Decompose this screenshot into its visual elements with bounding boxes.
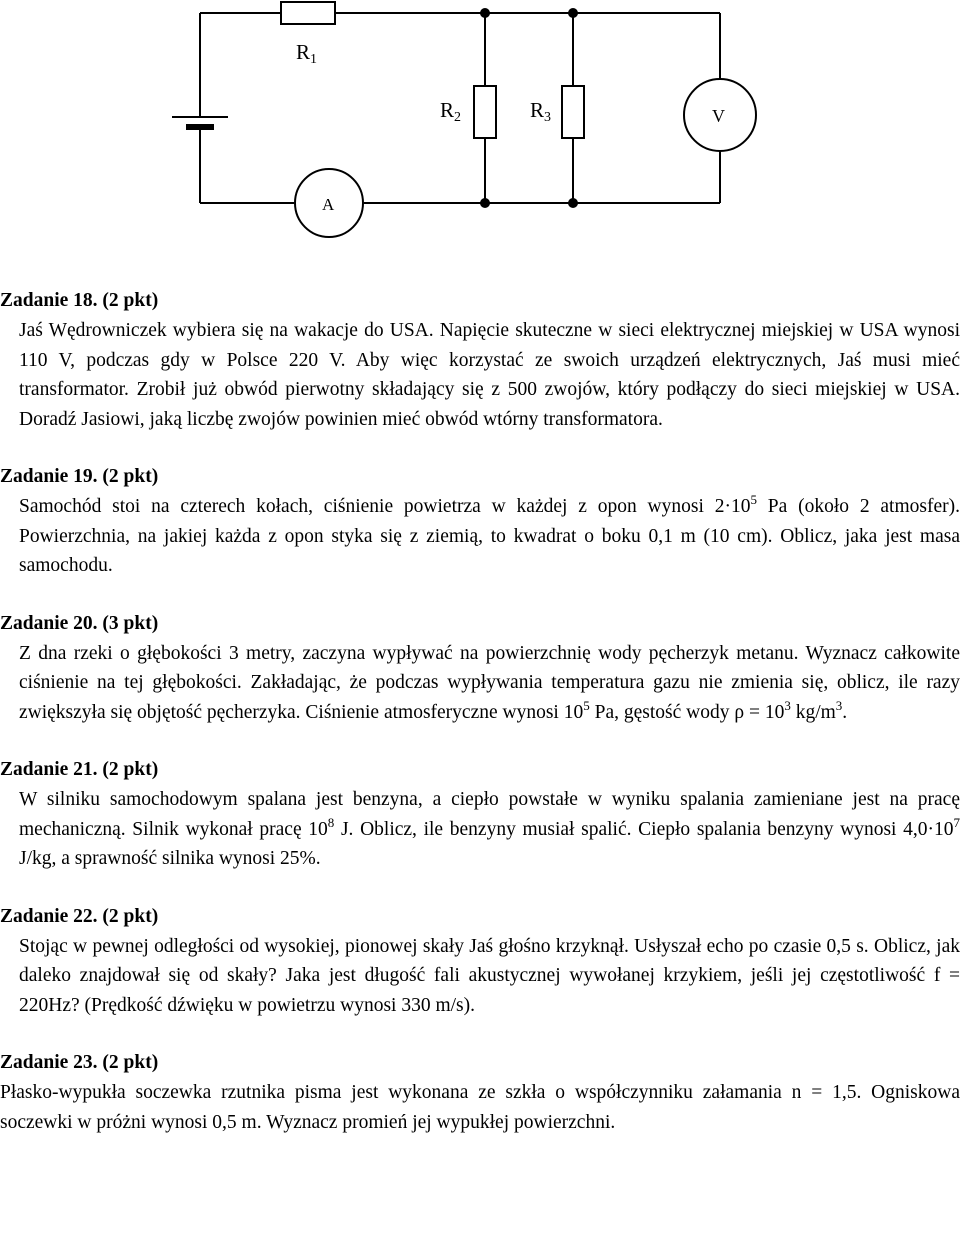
- task-20: [0, 609, 960, 728]
- task-text-part: kg/m: [790, 701, 836, 723]
- task-text: Jaś Wędrowniczek wybiera się na wakacje do USA. Napięcie skuteczne w sieci elektrycznej miejskiej w USA wynosi 110 V, podczas gdy w Polsce 220 V. Aby więc korzystać ze swoich urządzeń elektrycznych, Jaś musi mieć transformator. Zrobił już obwód pierwotny składający się z 500 zwojów, który podłączy do sieci miejskiej w USA. Doradź Jasiowi, jaką liczbę zwojów powinien mieć obwód wtórny transformatora.: [19, 320, 960, 430]
- task-list: [0, 286, 960, 1137]
- task-text-part: .: [842, 701, 848, 723]
- resistor-r3: [562, 86, 584, 138]
- task-19: [0, 462, 960, 581]
- task-text: [0, 492, 960, 581]
- r1-subscript: 1: [310, 52, 318, 67]
- task-text: [0, 639, 960, 728]
- task-text-part: W silniku samochodowym spalana jest benzyna, a ciepło powstałe w wyniku spalania zamieniane jest na pracę mechaniczną. Silnik wykonał pracę 10: [19, 789, 960, 840]
- spacer: [0, 1020, 960, 1048]
- task-text-part: J. Oblicz, ile benzyny musiał spalić. Ciepło spalania benzyny wynosi 4,0·10: [334, 818, 954, 840]
- junction-dot: [568, 8, 578, 18]
- r3-label: [530, 98, 551, 125]
- junction-dot: [480, 8, 490, 18]
- junction-dot: [480, 198, 490, 208]
- exponent: 3: [835, 697, 843, 713]
- r1-label: [296, 40, 317, 67]
- task-text-part: Pa, gęstość wody ρ = 10: [589, 701, 785, 723]
- task-title: Zadanie 22. (2 pkt): [0, 905, 159, 927]
- circuit-diagram: [0, 0, 960, 250]
- task-23: [0, 1048, 960, 1137]
- task-title: Zadanie 19. (2 pkt): [0, 466, 159, 487]
- resistor-r2: [474, 86, 496, 138]
- task-title: Zadanie 20. (3 pkt): [0, 612, 159, 634]
- task-title: Zadanie 18. (2 pkt): [0, 290, 159, 311]
- task-text-part: J/kg, a sprawność silnika wynosi 25%.: [19, 848, 321, 869]
- r3-subscript: 3: [544, 110, 552, 125]
- spacer: [0, 434, 960, 462]
- task-22: [0, 902, 960, 1021]
- task-text-part: Z dna rzeki o głębokości 3 metry, zaczyna wypływać na powierzchnię wody pęcherzyk metanu. Wyznacz całkowite ciśnienie na tej głębokości. Zakładając, że podczas wypływania temperatura gazu nie zmienia się, oblicz, ile razy zwiększyła się objętość pęcherzyka. Ciśnienie atmosferyczne wynosi 10: [19, 642, 960, 723]
- task-title: Zadanie 21. (2 pkt): [0, 759, 159, 780]
- exponent: 7: [953, 814, 960, 830]
- exponent: 5: [750, 492, 757, 507]
- resistor-r1: [281, 2, 335, 24]
- exponent: 8: [327, 814, 335, 830]
- task-text-part: Pa (około 2 atmosfer). Powierzchnia, na jakiej każda z opon styka się z ziemią, to kwadrat o boku 0,1 m (10 cm). Oblicz, jaka jest masa samochodu.: [19, 496, 960, 576]
- task-text: Stojąc w pewnej odległości od wysokiej, pionowej skały Jaś głośno krzyknął. Usłyszał echo po czasie 0,5 s. Oblicz, jak daleko znajdował się od skały? Jaka jest długość fali akustycznej wywołanej krzykiem, jeśli jej częstotliwość f = 220Hz? (Prędkość dźwięku w powietrzu wynosi 330 m/s).: [19, 935, 960, 1016]
- task-21: [0, 755, 960, 874]
- junction-dot: [568, 198, 578, 208]
- r2-letter: R: [440, 98, 455, 122]
- ammeter-label: A: [322, 195, 335, 214]
- spacer: [0, 727, 960, 755]
- r2-subscript: 2: [454, 110, 462, 125]
- r3-letter: R: [530, 98, 545, 122]
- task-title: Zadanie 23. (2 pkt): [0, 1052, 159, 1073]
- task-text: Płasko-wypukła soczewka rzutnika pisma jest wykonana ze szkła o współczynniku załamania n = 1,5. Ogniskowa soczewki w próżni wynosi 0,5 m. Wyznacz promień jej wypukłej powierzchni.: [0, 1082, 960, 1133]
- exponent: 3: [784, 697, 791, 713]
- spacer: [0, 581, 960, 609]
- r2-label: [440, 98, 461, 125]
- r1-letter: R: [296, 40, 311, 64]
- voltmeter-label: V: [712, 106, 725, 126]
- task-text: [0, 785, 960, 874]
- exponent: 5: [583, 697, 590, 713]
- spacer: [0, 874, 960, 902]
- task-text-part: Samochód stoi na czterech kołach, ciśnienie powietrza w każdej z opon wynosi 2·10: [19, 496, 751, 517]
- task-18: [0, 286, 960, 434]
